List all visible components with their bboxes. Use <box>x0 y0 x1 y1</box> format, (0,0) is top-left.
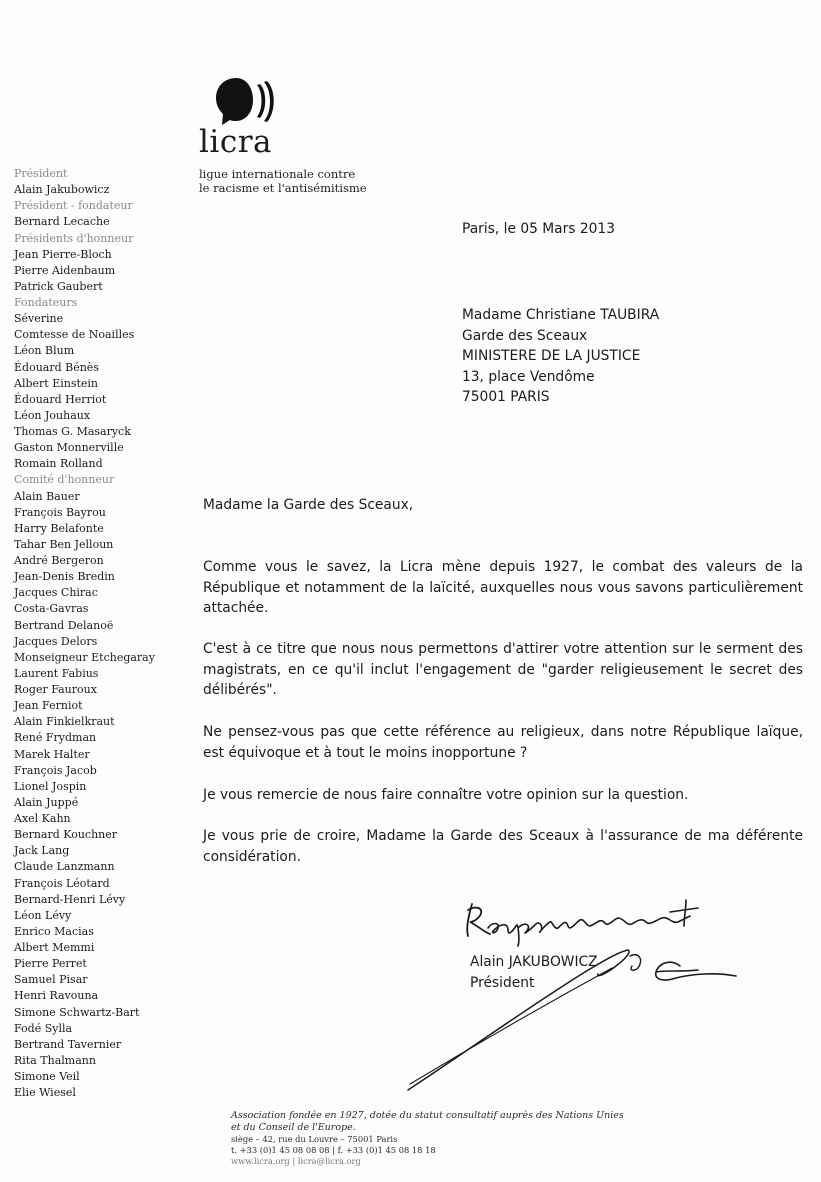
sidebar-member-name: Bernard Lecache <box>14 215 110 229</box>
sidebar-member-name: Séverine <box>14 312 64 326</box>
sidebar-member-name: Édouard Herriot <box>14 392 107 406</box>
brand-name: licra <box>199 124 272 160</box>
tagline-line: le racisme et l'antisémitisme <box>199 181 367 195</box>
licra-logo-icon <box>206 72 296 132</box>
paragraph: Je vous prie de croire, Madame la Garde des Sceaux à l'assurance de ma déférente considération. <box>203 828 803 865</box>
recipient-city: 75001 PARIS <box>462 389 550 405</box>
sidebar-member-name: Jean Pierre-Bloch <box>14 247 112 261</box>
signer-title: Président <box>470 974 535 991</box>
sidebar-member-name: Bernard-Henri Lévy <box>14 892 126 906</box>
sidebar-member-name: Bertrand Tavernier <box>14 1037 122 1051</box>
paragraph: Je vous remercie de nous faire connaître votre opinion sur la question. <box>203 787 689 803</box>
paragraph: C'est à ce titre que nous nous permettons d'attirer votre attention sur le serment des magistrats, en ce qu'il inclut l'engagement de "garder religieusement le secret des délibérés". <box>203 641 803 698</box>
sidebar-member-name: Pierre Aidenbaum <box>14 263 116 277</box>
sidebar-member-name: Jean-Denis Bredin <box>14 570 115 584</box>
sidebar-member-name: Rita Thalmann <box>14 1053 96 1067</box>
recipient-street: 13, place Vendôme <box>462 368 595 385</box>
sidebar-member-name: Fodé Sylla <box>14 1021 73 1035</box>
sidebar-member-name: Samuel Pisar <box>14 973 88 987</box>
footer-association-line: Association fondée en 1927, dotée du statut consultatif auprès des Nations Unies <box>231 1110 624 1121</box>
recipient-ministry: MINISTERE DE LA JUSTICE <box>462 348 641 364</box>
sidebar-member-name: Gaston Monnerville <box>14 441 124 455</box>
salutation: Madame la Garde des Sceaux, <box>203 497 414 513</box>
signer-name: Alain JAKUBOWICZ <box>470 954 598 970</box>
sidebar-member-name: Léon Blum <box>14 344 75 358</box>
sidebar-member-name: Claude Lanzmann <box>14 860 115 874</box>
sidebar-member-name: Alain Juppé <box>14 795 79 809</box>
footer <box>231 1110 624 1166</box>
tagline <box>199 167 367 195</box>
recipient-title: Garde des Sceaux <box>462 327 588 344</box>
sidebar-member-name: Léon Jouhaux <box>14 408 91 422</box>
sidebar-member-name: Jacques Chirac <box>14 586 98 600</box>
sidebar-member-name: Bernard Kouchner <box>14 828 118 842</box>
sidebar-member-name: Alain Bauer <box>14 489 80 503</box>
sidebar-member-name: François Bayrou <box>14 505 106 519</box>
sidebar-member-name: Alain Finkielkraut <box>14 715 115 729</box>
sidebar-role-heading: Fondateurs <box>14 296 78 309</box>
sidebar-member-name: Édouard Bénès <box>14 360 99 374</box>
sidebar-member-name: Léon Lévy <box>14 908 72 922</box>
footer-web: www.licra.org | licra@licra.org <box>231 1155 361 1166</box>
paragraph: Ne pensez-vous pas que cette référence au religieux, dans notre République laïque, est équivoque et à tout le moins inopportune ? <box>203 724 803 761</box>
sidebar-member-name: Henri Ravouna <box>14 989 99 1003</box>
sidebar-members-list <box>14 166 194 1101</box>
recipient-address <box>462 305 659 408</box>
footer-phone: t. +33 (0)1 45 08 08 08 | f. +33 (0)1 45 08 18 18 <box>231 1144 436 1155</box>
sidebar-member-name: Axel Kahn <box>14 812 71 825</box>
sidebar-member-name: Albert Memmi <box>14 941 95 954</box>
sidebar-member-name: Monseigneur Etchegaray <box>14 650 155 664</box>
paragraph: Comme vous le savez, la Licra mène depuis 1927, le combat des valeurs de la République et notamment de la laïcité, auxquelles nous vous savons particulièrement attachée. <box>203 559 803 616</box>
sidebar-member-name: Elie Wiesel <box>14 1086 76 1100</box>
sidebar-member-name: Thomas G. Masaryck <box>14 425 131 438</box>
footer-address: siège – 42, rue du Louvre – 75001 Paris <box>231 1134 398 1144</box>
sidebar-member-name: François Léotard <box>14 876 110 890</box>
sidebar-member-name: Jacques Delors <box>14 634 98 648</box>
sidebar-member-name: Laurent Fabius <box>14 666 99 680</box>
recipient-name: Madame Christiane TAUBIRA <box>462 307 660 323</box>
sidebar-member-name: Harry Belafonte <box>14 521 104 535</box>
sidebar-member-name: Lionel Jospin <box>14 779 87 793</box>
sidebar-role-heading: Président <box>14 167 68 180</box>
sidebar-member-name: Patrick Gaubert <box>14 279 103 293</box>
tagline-line: ligue internationale contre <box>199 167 356 181</box>
sidebar-member-name: Simone Veil <box>14 1070 80 1083</box>
sidebar-role-heading: Président - fondateur <box>14 199 133 213</box>
sidebar-role-heading: Présidents d'honneur <box>14 231 134 245</box>
sidebar-member-name: Marek Halter <box>14 747 90 761</box>
sidebar-member-name: Bertrand Delanoë <box>14 618 114 632</box>
letter-date: Paris, le 05 Mars 2013 <box>462 221 615 237</box>
sidebar-role-heading: Comité d'honneur <box>14 473 115 487</box>
sidebar-member-name: Pierre Perret <box>14 957 87 971</box>
footer-association-line: et du Conseil de l'Europe. <box>231 1122 356 1133</box>
sidebar-member-name: Costa-Gavras <box>14 602 89 616</box>
sidebar-member-name: Simone Schwartz-Bart <box>14 1005 140 1019</box>
sidebar-member-name: André Bergeron <box>14 554 104 567</box>
sidebar-member-name: Enrico Macias <box>14 924 94 938</box>
sidebar-member-name: Comtesse de Noailles <box>14 328 135 342</box>
sidebar-member-name: René Frydman <box>14 731 97 745</box>
sidebar-member-name: Alain Jakubowicz <box>14 183 110 197</box>
handwritten-signature <box>380 888 760 1098</box>
signer-block <box>470 952 598 993</box>
sidebar-member-name: Jean Ferniot <box>14 699 83 713</box>
sidebar-member-name: Jack Lang <box>14 844 70 858</box>
sidebar-member-name: Roger Fauroux <box>14 683 97 696</box>
sidebar-member-name: Romain Rolland <box>14 457 103 471</box>
sidebar-member-name: François Jacob <box>14 763 97 777</box>
sidebar-member-name: Albert Einstein <box>14 376 98 390</box>
sidebar-member-name: Tahar Ben Jelloun <box>14 537 114 551</box>
